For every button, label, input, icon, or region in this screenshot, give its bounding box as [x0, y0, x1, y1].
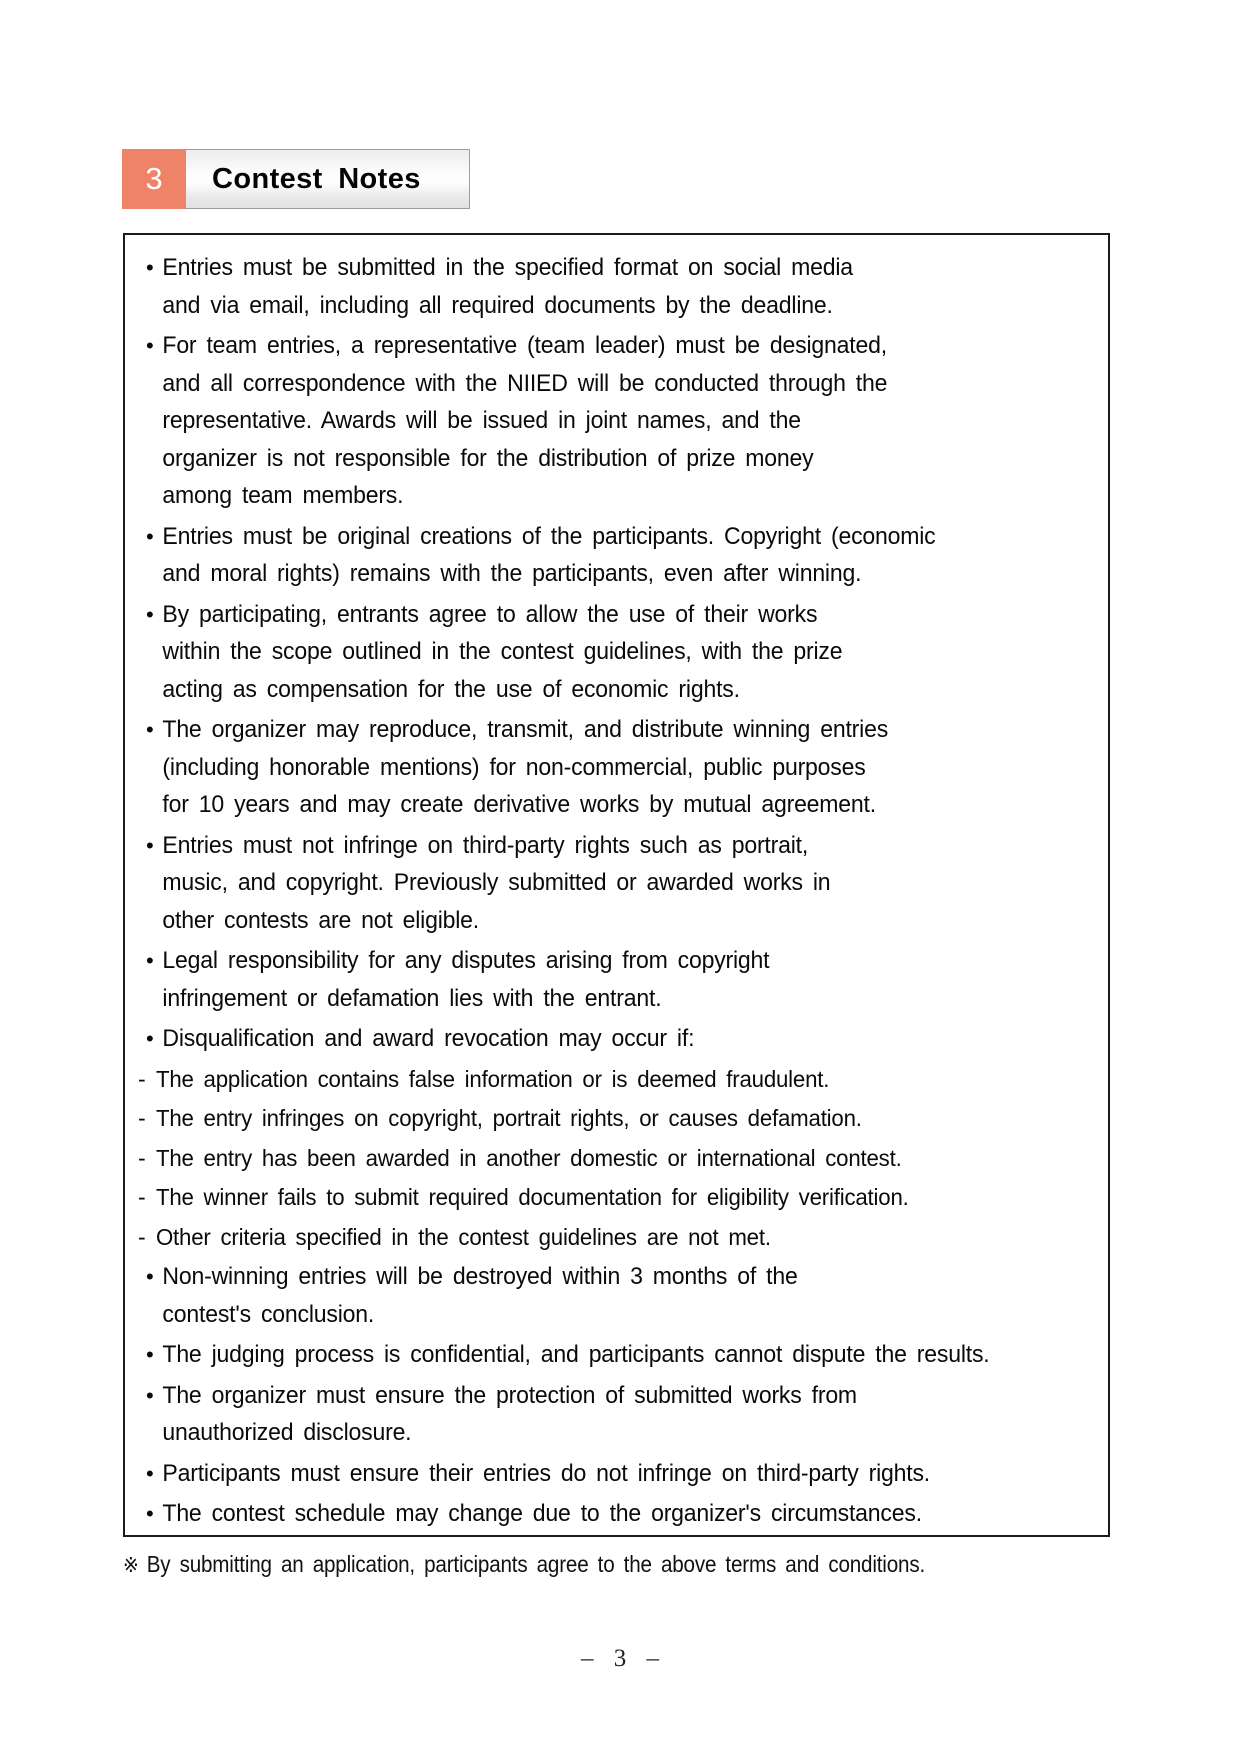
note-item: [125, 518, 1098, 593]
bullet-marker: •: [146, 333, 154, 358]
notes-list: [125, 249, 1098, 1533]
note-item: [125, 596, 1098, 709]
bullet-marker: •: [146, 1460, 154, 1486]
note-line: and via email, including all required documents by the deadline.: [162, 291, 833, 319]
dash-marker: -: [138, 1105, 146, 1131]
note-subitem: [125, 1061, 1098, 1098]
note-item: [125, 1336, 1098, 1374]
note-line: within the scope outlined in the contest guidelines, with the prize: [162, 638, 843, 665]
note-item: [125, 1455, 1098, 1493]
note-line: music, and copyright. Previously submitted or awarded works in: [162, 869, 831, 896]
note-item: [125, 1020, 1098, 1058]
note-line: The organizer may reproduce, transmit, and distribute winning entries: [162, 716, 889, 743]
bullet-marker: •: [146, 523, 154, 549]
note-item: [125, 1495, 1098, 1533]
note-line: contest's conclusion.: [162, 1300, 375, 1328]
note-line: Entries must be submitted in the specified format on social media: [162, 254, 853, 281]
note-item: [125, 1258, 1098, 1333]
note-line: Entries must not infringe on third-party rights such as portrait,: [162, 831, 809, 859]
bullet-marker: •: [146, 255, 154, 280]
note-item: [125, 1377, 1098, 1452]
section-title-bar: [186, 149, 470, 209]
dash-marker: -: [138, 1144, 146, 1171]
note-line: (including honorable mentions) for non-commercial, public purposes: [162, 753, 866, 781]
note-item: [125, 249, 1098, 324]
note-line: The organizer must ensure the protection of submitted works from: [162, 1381, 857, 1409]
note-line: The application contains false information or is deemed fraudulent.: [155, 1065, 830, 1092]
note-line: The entry has been awarded in another domestic or international contest.: [155, 1144, 902, 1171]
dash-marker: -: [138, 1065, 146, 1092]
section-header: [122, 149, 470, 209]
note-line: Other criteria specified in the contest guidelines are not met.: [155, 1223, 771, 1250]
note-line: Disqualification and award revocation may occur if:: [162, 1025, 695, 1052]
bullet-marker: •: [146, 948, 154, 973]
dash-marker: -: [138, 1184, 146, 1210]
note-item: [125, 942, 1098, 1017]
note-line: The contest schedule may change due to the organizer's circumstances.: [162, 1500, 922, 1527]
note-line: Participants must ensure their entries do not infringe on third-party rights.: [162, 1459, 931, 1487]
bullet-marker: •: [146, 1264, 154, 1289]
note-line: Entries must be original creations of the participants. Copyright (economic: [162, 522, 936, 550]
footnote-text: By submitting an application, participants agree to the above terms and conditions.: [146, 1551, 926, 1577]
section-title: Contest Notes: [212, 162, 421, 195]
note-line: Non-winning entries will be destroyed within 3 months of the: [162, 1263, 798, 1290]
bullet-marker: •: [146, 601, 154, 627]
note-item: [125, 711, 1098, 824]
note-line: By participating, entrants agree to allow the use of their works: [162, 600, 818, 628]
note-line: infringement or defamation lies with the entrant.: [162, 984, 662, 1012]
note-line: among team members.: [162, 482, 404, 509]
note-line: representative. Awards will be issued in joint names, and the: [162, 407, 801, 434]
note-subitem: [125, 1219, 1098, 1256]
note-line: organizer is not responsible for the distribution of prize money: [162, 444, 814, 472]
bullet-marker: •: [146, 1026, 154, 1051]
note-line: Legal responsibility for any disputes arising from copyright: [162, 947, 770, 974]
bullet-marker: •: [146, 832, 154, 858]
note-subitem: [125, 1100, 1098, 1137]
bullet-marker: •: [146, 1382, 154, 1408]
note-subitem: [125, 1179, 1098, 1216]
note-line: The winner fails to submit required documentation for eligibility verification.: [155, 1184, 909, 1210]
page-number: – 3 –: [581, 1645, 659, 1672]
bullet-marker: •: [146, 1501, 154, 1526]
footnote: [123, 1549, 1110, 1581]
note-line: unauthorized disclosure.: [162, 1419, 412, 1446]
note-line: The entry infringes on copyright, portrait rights, or causes defamation.: [155, 1105, 862, 1131]
note-item: [125, 827, 1098, 940]
note-line: For team entries, a representative (team leader) must be designated,: [162, 332, 887, 359]
reference-mark: ※: [123, 1554, 139, 1577]
note-subitem: [125, 1140, 1098, 1177]
note-item: [125, 327, 1098, 515]
bullet-marker: •: [146, 1342, 154, 1367]
note-line: The judging process is confidential, and participants cannot dispute the results.: [162, 1341, 990, 1368]
note-line: and moral rights) remains with the participants, even after winning.: [162, 560, 862, 587]
note-line: acting as compensation for the use of economic rights.: [162, 675, 740, 703]
section-number-badge: 3: [122, 149, 186, 209]
note-line: for 10 years and may create derivative works by mutual agreement.: [162, 791, 876, 818]
note-line: and all correspondence with the NIIED will be conducted through the: [162, 369, 888, 397]
note-line: other contests are not eligible.: [162, 906, 480, 934]
dash-marker: -: [138, 1223, 146, 1250]
notes-box: [123, 233, 1110, 1537]
bullet-marker: •: [146, 717, 154, 742]
